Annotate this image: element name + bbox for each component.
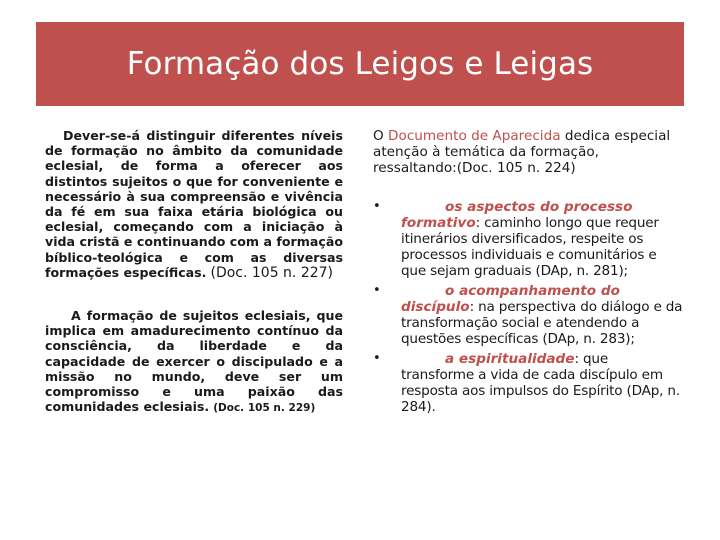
intro-highlight: Documento de Aparecida bbox=[388, 128, 561, 144]
slide-title: Formação dos Leigos e Leigas bbox=[126, 46, 594, 82]
bullet-list bbox=[373, 199, 685, 415]
bullet-dot: • bbox=[373, 351, 381, 366]
bullet-text: : na perspectiva do diálogo e da transformação social e atendendo a questões específicas (DAp, n. 283); bbox=[401, 299, 683, 347]
title-banner bbox=[36, 22, 684, 106]
left-column bbox=[45, 128, 343, 416]
list-item bbox=[373, 351, 685, 415]
intro-paragraph bbox=[373, 128, 685, 176]
paragraph-2 bbox=[45, 308, 343, 416]
bullet-dot: • bbox=[373, 199, 381, 214]
paragraph-1-text: Dever-se-á distinguir diferentes níveis de formação no âmbito da comunidade eclesial, de forma a oferecer aos distintos sujeitos o que for conveniente e necessário à sua compreensão e vivência da fé em sua faixa etária biológica ou eclesial, começando com a iniciação à vida cristã e continuando com a formação bíblico-teológica e com as diversas formações específicas. bbox=[45, 128, 343, 280]
bullet-highlight: o acompanhamento do discípulo bbox=[401, 283, 620, 315]
list-item bbox=[373, 199, 685, 279]
bullet-text: : que transforme a vida de cada discípulo em resposta aos impulsos do Espírito (DAp, n. 284). bbox=[401, 351, 680, 415]
list-item bbox=[373, 283, 685, 347]
paragraph-2-text: A formação de sujeitos eclesiais, que implica em amadurecimento contínuo da consciência, da liberdade e da capacidade de exercer o discipulado e a missão no mundo, deve ser um compromisso e uma paixão das comunidades eclesiais. bbox=[45, 308, 343, 415]
bullet-text: : caminho longo que requer itinerários diversificados, respeite os processos individuais e comunitários e que sejam graduais (DAp, n. 281); bbox=[401, 215, 659, 279]
intro-prefix: O bbox=[373, 128, 389, 144]
paragraph-1-reference: (Doc. 105 n. 227) bbox=[210, 264, 334, 281]
right-column bbox=[373, 128, 685, 419]
intro-reference: (Doc. 105 n. 224) bbox=[456, 160, 576, 176]
bullet-highlight: a espiritualidade bbox=[445, 351, 575, 367]
paragraph-1 bbox=[45, 128, 343, 281]
bullet-dot: • bbox=[373, 283, 381, 298]
paragraph-2-reference: (Doc. 105 n. 229) bbox=[213, 402, 316, 415]
intro-rest: dedica especial atenção à temática da formação, ressaltando: bbox=[373, 128, 671, 176]
bullet-highlight: os aspectos do processo formativo bbox=[401, 199, 633, 231]
